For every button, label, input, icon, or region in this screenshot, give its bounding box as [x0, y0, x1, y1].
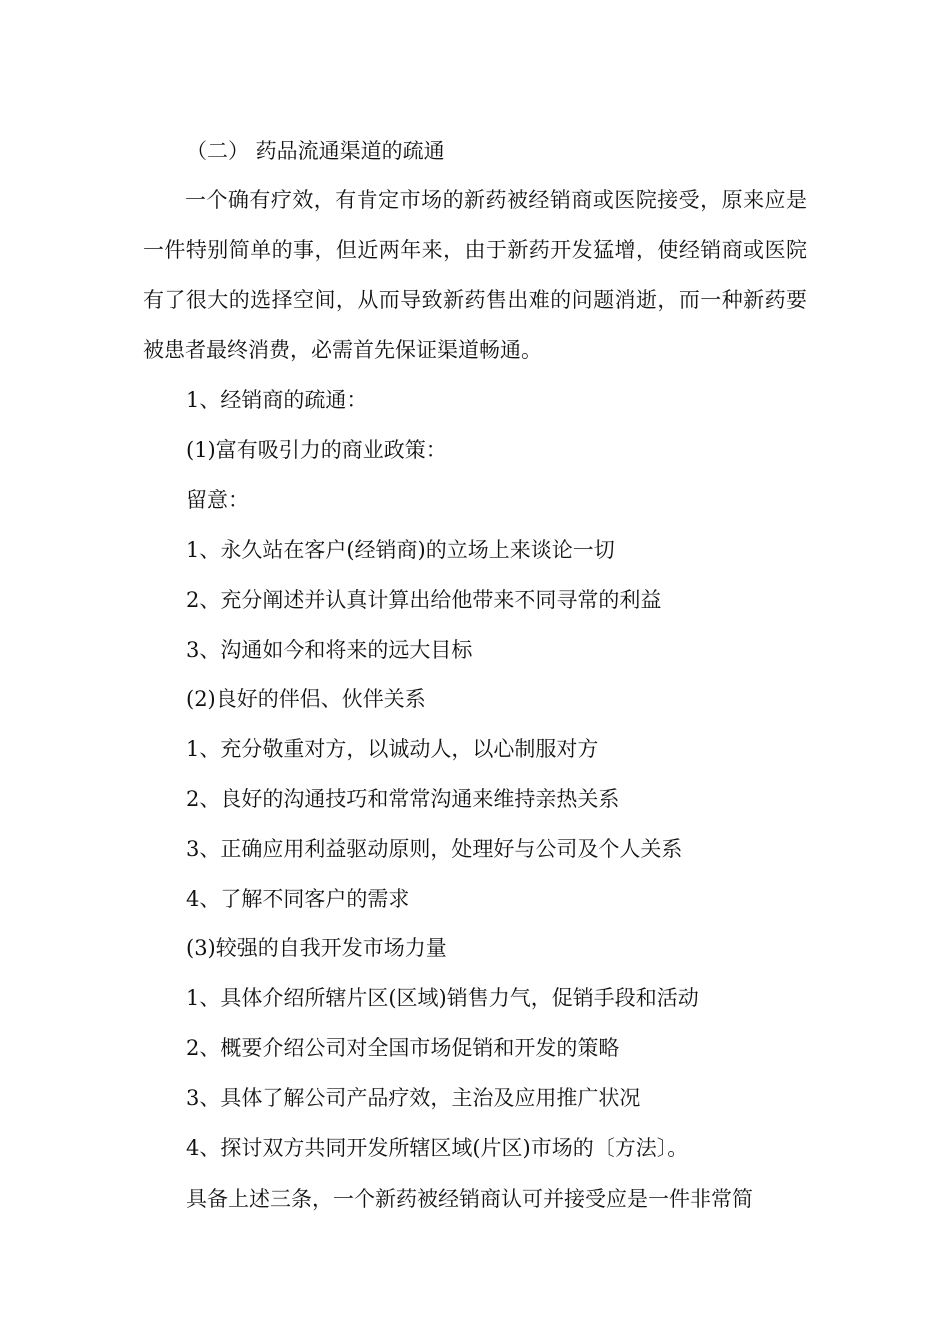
market-heading: (3)较强的自我开发市场力量 [186, 936, 447, 960]
sub-heading-distributor: 1、经销商的疏通： [186, 388, 368, 412]
partner-heading: (2)良好的伴侣、伙伴关系 [186, 687, 426, 711]
closing-line: 具备上述三条，一个新药被经销商认可并接受应是一件非常简 [186, 1187, 753, 1211]
list-item: 4、探讨双方共同开发所辖区域(片区)市场的〔方法〕。 [186, 1136, 689, 1160]
list-item: 1、充分敬重对方，以诚动人，以心制服对方 [186, 737, 599, 761]
list-item: 2、良好的沟通技巧和常常沟通来维持亲热关系 [186, 787, 620, 811]
list-item: 3、沟通如今和将来的远大目标 [186, 638, 473, 662]
intro-paragraph: 一个确有疗效，有肯定市场的新药被经销商或医院接受，原来应是一件特别简单的事，但近两年来，由于新药开发猛增，使经销商或医院有了很大的选择空间，从而导致新药售出难的问题消逝，而一种新药要被患者最终消费，必需首先保证渠道畅通。 [143, 188, 807, 362]
list-item: 2、充分阐述并认真计算出给他带来不同寻常的利益 [186, 588, 662, 612]
list-item: 2、概要介绍公司对全国市场促销和开发的策略 [186, 1036, 620, 1060]
policy-heading: (1)富有吸引力的商业政策： [186, 438, 447, 462]
list-item: 3、具体了解公司产品疗效，主治及应用推广状况 [186, 1086, 641, 1110]
list-item: 1、具体介绍所辖片区(区域)销售力气，促销手段和活动 [186, 986, 699, 1010]
list-item: 3、正确应用利益驱动原则，处理好与公司及个人关系 [186, 837, 683, 861]
list-item: 1、永久站在客户(经销商)的立场上来谈论一切 [186, 538, 615, 562]
section-heading: （二） 药品流通渠道的疏通 [186, 139, 445, 163]
list-item: 4、了解不同客户的需求 [186, 887, 410, 911]
attention-label: 留意： [186, 488, 249, 512]
